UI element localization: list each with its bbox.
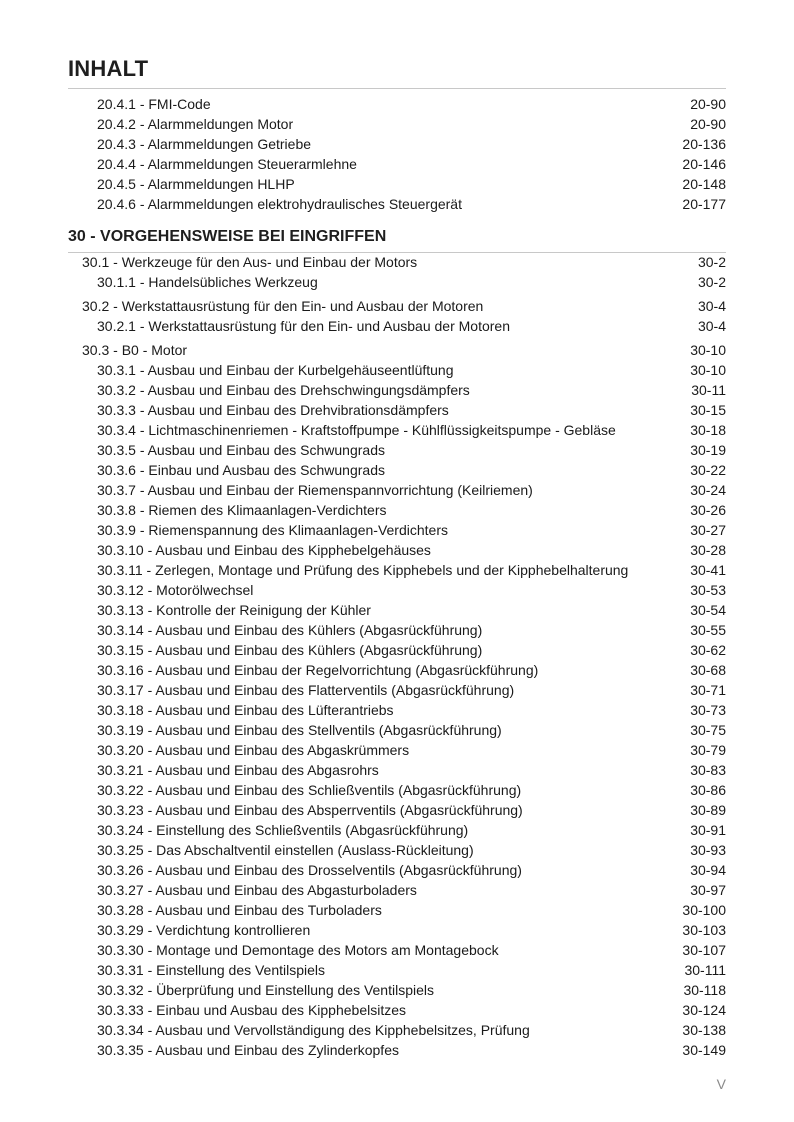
toc-entry[interactable] xyxy=(97,194,726,214)
toc-entry[interactable] xyxy=(97,720,726,740)
toc-entry-page: 30-4 xyxy=(697,318,726,334)
toc-entry-title: 30.3.22 - Ausbau und Einbau des Schließventils (Abgasrückführung) xyxy=(97,782,522,798)
toc-entry-title: 30.3.13 - Kontrolle der Reinigung der Kühler xyxy=(97,602,371,618)
toc-entry-page: 30-73 xyxy=(690,702,726,718)
toc-entry[interactable] xyxy=(97,660,726,680)
toc-entry-title: 20.4.5 - Alarmmeldungen HLHP xyxy=(97,176,295,192)
toc-entry-page: 30-149 xyxy=(682,1042,726,1058)
toc-entry[interactable] xyxy=(97,740,726,760)
toc-entry-title: 30.3.15 - Ausbau und Einbau des Kühlers (Abgasrückführung) xyxy=(97,642,483,658)
toc-entry-title: 30.3.12 - Motorölwechsel xyxy=(97,582,254,598)
toc-entry[interactable] xyxy=(97,134,726,154)
toc-entry-title: 30.3.11 - Zerlegen, Montage und Prüfung des Kipphebels und der Kipphebelhalterung xyxy=(97,562,629,578)
toc-entry-title: 20.4.2 - Alarmmeldungen Motor xyxy=(97,116,294,132)
toc-entry-page: 30-86 xyxy=(690,782,726,798)
toc-entry-page: 30-28 xyxy=(690,542,726,558)
toc-entry[interactable] xyxy=(97,680,726,700)
toc-entry[interactable] xyxy=(97,440,726,460)
toc-entry-title: 30.3.1 - Ausbau und Einbau der Kurbelgehäuseentlüftung xyxy=(97,362,454,378)
toc-entry[interactable] xyxy=(97,360,726,380)
toc-entry-title: 30.3.21 - Ausbau und Einbau des Abgasrohrs xyxy=(97,762,379,778)
toc-entry[interactable] xyxy=(97,560,726,580)
toc-entry-page: 30-97 xyxy=(690,882,726,898)
toc-entry-title: 30.3.31 - Einstellung des Ventilspiels xyxy=(97,962,326,978)
toc-entry-page: 20-90 xyxy=(690,116,726,132)
toc-entry-page: 30-26 xyxy=(690,502,726,518)
toc-entry-title: 30.3.34 - Ausbau und Vervollständigung des Kipphebelsitzes, Prüfung xyxy=(97,1022,530,1038)
toc-entry-title: 30.3.2 - Ausbau und Einbau des Drehschwingungsdämpfers xyxy=(97,382,470,398)
toc-entry-title: 30.2.1 - Werkstattausrüstung für den Ein- und Ausbau der Motoren xyxy=(97,318,510,334)
toc-entry[interactable] xyxy=(97,540,726,560)
toc-entry[interactable] xyxy=(97,760,726,780)
toc-entry[interactable] xyxy=(97,272,726,292)
toc-entry-page: 30-2 xyxy=(697,254,726,270)
toc-entry-title: 30.3.18 - Ausbau und Einbau des Lüfterantriebs xyxy=(97,702,394,718)
toc-entry[interactable] xyxy=(97,1040,726,1060)
toc-entry-page: 30-111 xyxy=(684,962,726,978)
toc-entry-page: 30-124 xyxy=(682,1002,726,1018)
title-divider xyxy=(68,88,726,89)
toc-entry-page: 30-103 xyxy=(682,922,726,938)
toc-entry[interactable] xyxy=(97,380,726,400)
toc-entry[interactable] xyxy=(97,800,726,820)
toc-entry[interactable] xyxy=(97,420,726,440)
toc-entry-page: 30-138 xyxy=(682,1022,726,1038)
toc-entry[interactable] xyxy=(97,900,726,920)
toc-entry-title: 30.3.4 - Lichtmaschinenriemen - Kraftstoffpumpe - Kühlflüssigkeitspumpe - Gebläse xyxy=(97,422,616,438)
toc-entry-page: 30-118 xyxy=(683,982,726,998)
toc-entry[interactable] xyxy=(97,1000,726,1020)
toc-entry-title: 30.3.28 - Ausbau und Einbau des Turboladers xyxy=(97,902,382,918)
toc-entry[interactable] xyxy=(97,940,726,960)
toc-entry-page: 30-62 xyxy=(690,642,726,658)
toc-entry-page: 30-94 xyxy=(690,862,726,878)
toc-entry-page: 30-4 xyxy=(697,298,726,314)
toc-entry-title: 30.3.9 - Riemenspannung des Klimaanlagen-Verdichters xyxy=(97,522,448,538)
toc-entry-page: 30-53 xyxy=(690,582,726,598)
toc-entry-title: 30.1 - Werkzeuge für den Aus- und Einbau der Motors xyxy=(82,254,418,270)
toc-entry-page: 30-10 xyxy=(690,342,726,358)
toc-entry-page: 20-136 xyxy=(682,136,726,152)
toc-entry-title: 30.3.5 - Ausbau und Einbau des Schwungrads xyxy=(97,442,385,458)
toc-entry-title: 30.3.14 - Ausbau und Einbau des Kühlers (Abgasrückführung) xyxy=(97,622,483,638)
toc-entry-title: 30.3.6 - Einbau und Ausbau des Schwungrads xyxy=(97,462,385,478)
toc-entry-title: 30.3.32 - Überprüfung und Einstellung des Ventilspiels xyxy=(97,982,434,998)
toc-entry[interactable] xyxy=(97,94,726,114)
toc-entry-page: 30-55 xyxy=(690,622,726,638)
toc-entry[interactable] xyxy=(97,880,726,900)
toc-entry[interactable] xyxy=(97,620,726,640)
toc-entry-title: 20.4.6 - Alarmmeldungen elektrohydraulisches Steuergerät xyxy=(97,196,462,212)
toc-entry[interactable] xyxy=(97,520,726,540)
toc-entry-title: 30.1.1 - Handelsübliches Werkzeug xyxy=(97,274,318,290)
toc-entry-title: 30.3.24 - Einstellung des Schließventils (Abgasrückführung) xyxy=(97,822,469,838)
toc-entry[interactable] xyxy=(97,840,726,860)
toc-entry-title: 30.3.26 - Ausbau und Einbau des Drosselventils (Abgasrückführung) xyxy=(97,862,522,878)
toc-entry[interactable] xyxy=(97,580,726,600)
toc-entry[interactable] xyxy=(97,316,726,336)
toc-entry-page: 30-15 xyxy=(690,402,726,418)
toc-entry[interactable] xyxy=(97,700,726,720)
toc-entry-page: 30-100 xyxy=(682,902,726,918)
toc-entry-title: 30.3.27 - Ausbau und Einbau des Abgasturboladers xyxy=(97,882,417,898)
toc-entry-page: 30-93 xyxy=(690,842,726,858)
section-heading: 30 - VORGEHENSWEISE BEI EINGRIFFEN xyxy=(68,228,387,245)
toc-entry-page: 30-19 xyxy=(690,442,726,458)
toc-entry[interactable] xyxy=(97,960,726,980)
toc-entry[interactable] xyxy=(97,920,726,940)
toc-entry-page: 30-22 xyxy=(690,462,726,478)
toc-entry-page: 30-11 xyxy=(691,382,726,398)
toc-entry-page: 30-41 xyxy=(690,562,726,578)
toc-entry-title: 30.3.7 - Ausbau und Einbau der Riemenspannvorrichtung (Keilriemen) xyxy=(97,482,533,498)
toc-entry-page: 30-75 xyxy=(690,722,726,738)
toc-entry[interactable] xyxy=(82,252,726,272)
toc-entry[interactable] xyxy=(97,480,726,500)
toc-entry-page: 30-27 xyxy=(690,522,726,538)
toc-entry-title: 20.4.4 - Alarmmeldungen Steuerarmlehne xyxy=(97,156,357,172)
toc-entry-page: 30-79 xyxy=(690,742,726,758)
toc-entry-page: 30-71 xyxy=(690,682,726,698)
toc-entry[interactable] xyxy=(97,820,726,840)
toc-entry-page: 20-146 xyxy=(682,156,726,172)
toc-entry[interactable] xyxy=(97,154,726,174)
toc-entry[interactable] xyxy=(97,114,726,134)
toc-entry-title: 30.3 - B0 - Motor xyxy=(82,342,188,358)
toc-entry-title: 30.3.8 - Riemen des Klimaanlagen-Verdichters xyxy=(97,502,387,518)
toc-entry-title: 30.3.17 - Ausbau und Einbau des Flatterventils (Abgasrückführung) xyxy=(97,682,515,698)
page-title: INHALT xyxy=(68,56,149,81)
toc-entry[interactable] xyxy=(82,340,726,360)
toc-entry-title: 30.3.20 - Ausbau und Einbau des Abgaskrümmers xyxy=(97,742,410,758)
toc-entry[interactable] xyxy=(97,1020,726,1040)
toc-entry-page: 30-83 xyxy=(690,762,726,778)
page-number: V xyxy=(716,1076,726,1092)
toc-entry-title: 30.3.16 - Ausbau und Einbau der Regelvorrichtung (Abgasrückführung) xyxy=(97,662,539,678)
toc-entry-page: 30-54 xyxy=(690,602,726,618)
toc-entry-page: 30-107 xyxy=(682,942,726,958)
toc-entry[interactable] xyxy=(97,640,726,660)
toc-entry-page: 30-18 xyxy=(690,422,726,438)
toc-entry[interactable] xyxy=(97,174,726,194)
toc-entry-title: 30.3.25 - Das Abschaltventil einstellen (Auslass-Rückleitung) xyxy=(97,842,474,858)
toc-entry-title: 30.3.30 - Montage und Demontage des Motors am Montagebock xyxy=(97,942,499,958)
toc-entry[interactable] xyxy=(97,400,726,420)
toc-entry-title: 30.3.3 - Ausbau und Einbau des Drehvibrationsdämpfers xyxy=(97,402,449,418)
toc-entry-page: 20-90 xyxy=(690,96,726,112)
toc-entry-title: 30.2 - Werkstattausrüstung für den Ein- und Ausbau der Motoren xyxy=(82,298,484,314)
toc-entry[interactable] xyxy=(97,860,726,880)
toc-entry-title: 30.3.29 - Verdichtung kontrollieren xyxy=(97,922,311,938)
toc-entry-page: 20-177 xyxy=(682,196,726,212)
toc-entry-page: 30-2 xyxy=(697,274,726,290)
toc-entry[interactable] xyxy=(97,980,726,1000)
toc-entry[interactable] xyxy=(97,780,726,800)
toc-entry-page: 30-10 xyxy=(690,362,726,378)
toc-entry-page: 30-24 xyxy=(690,482,726,498)
toc-entry[interactable] xyxy=(97,460,726,480)
toc-entry[interactable] xyxy=(97,500,726,520)
toc-entry[interactable] xyxy=(82,296,726,316)
toc-entry-title: 20.4.1 - FMI-Code xyxy=(97,96,211,112)
toc-entry-title: 20.4.3 - Alarmmeldungen Getriebe xyxy=(97,136,312,152)
toc-entry-page: 30-89 xyxy=(690,802,726,818)
toc-entry-title: 30.3.19 - Ausbau und Einbau des Stellventils (Abgasrückführung) xyxy=(97,722,502,738)
toc-entry-title: 30.3.35 - Ausbau und Einbau des Zylinderkopfes xyxy=(97,1042,399,1058)
toc-entry-title: 30.3.10 - Ausbau und Einbau des Kipphebelgehäuses xyxy=(97,542,431,558)
toc-entry[interactable] xyxy=(97,600,726,620)
toc-entry-page: 30-91 xyxy=(690,822,726,838)
toc-entry-title: 30.3.23 - Ausbau und Einbau des Absperrventils (Abgasrückführung) xyxy=(97,802,523,818)
toc-entry-title: 30.3.33 - Einbau und Ausbau des Kipphebelsitzes xyxy=(97,1002,407,1018)
toc-entry-page: 20-148 xyxy=(682,176,726,192)
toc-entry-page: 30-68 xyxy=(690,662,726,678)
